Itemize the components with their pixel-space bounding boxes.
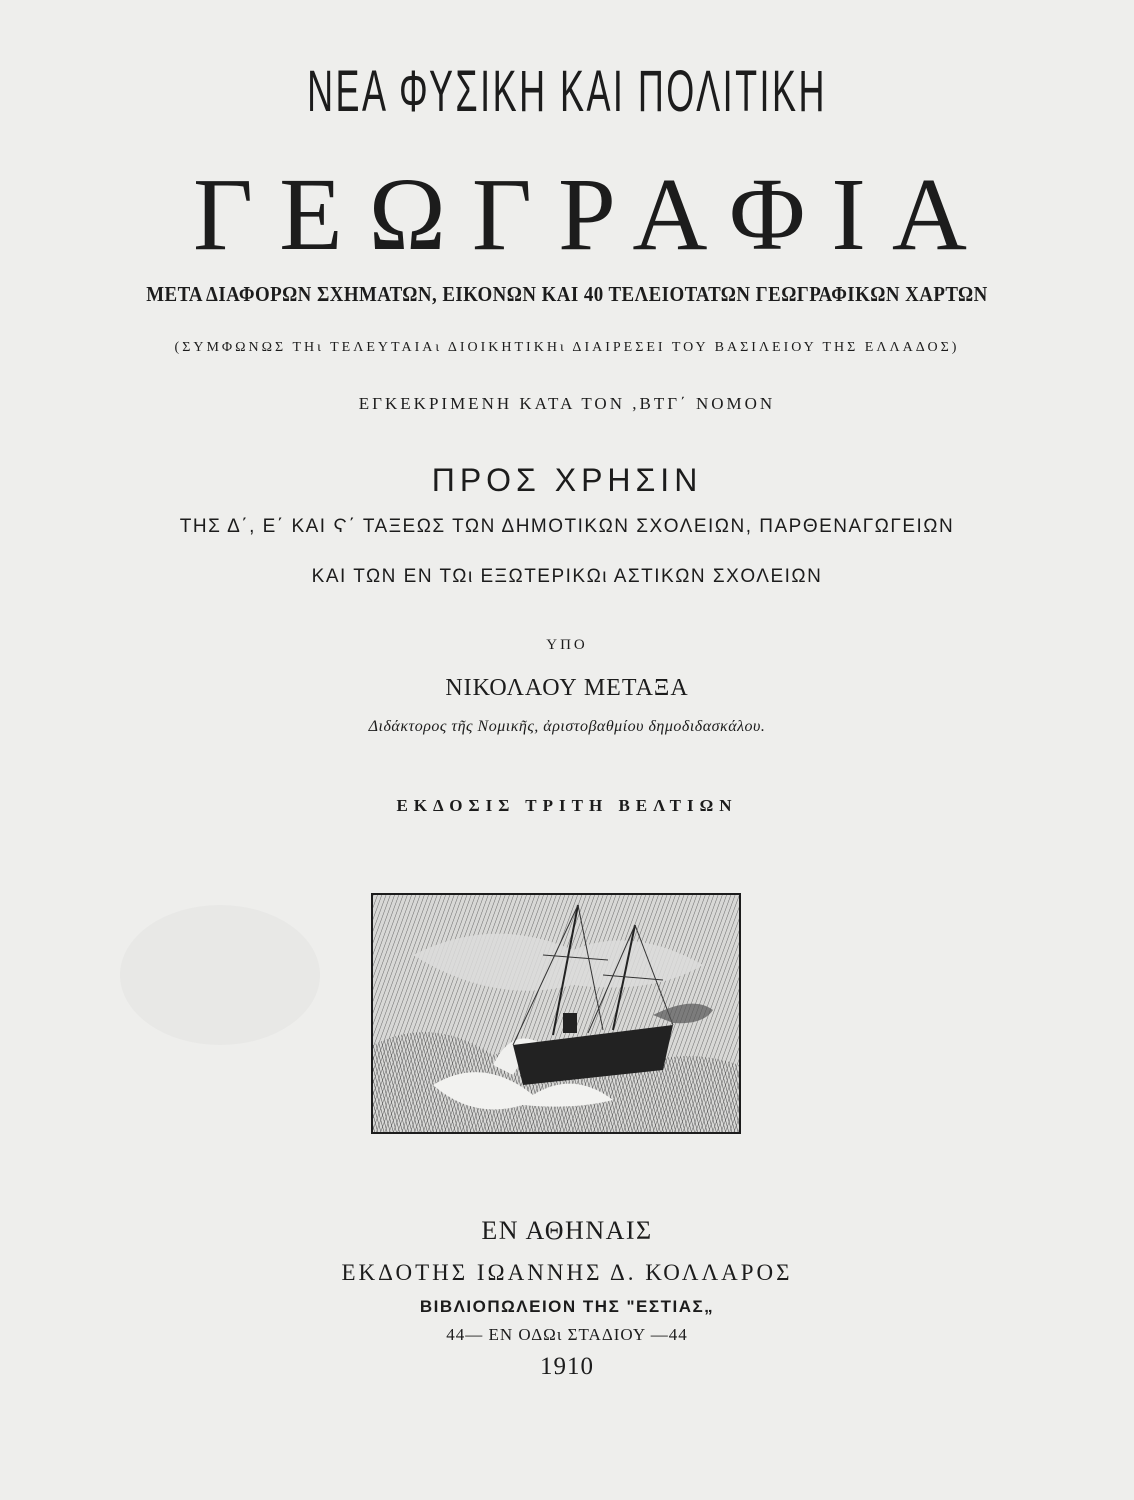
title-line-1: ΝΕΑ ΦΥΣΙΚΗ ΚΑΙ ΠΟΛΙΤΙΚΗ	[307, 59, 827, 124]
by-label: ΥΠΟ	[546, 637, 588, 653]
bookshop-name: ΒΙΒΛΙΟΠΩΛΕΙΟΝ ΤΗΣ "ΕΣΤΙΑΣ„	[419, 1297, 715, 1316]
ship-storm-illustration	[371, 893, 741, 1134]
publication-city: ΕΝ ΑΘΗΝΑΙΣ	[481, 1216, 653, 1245]
for-use-heading: ΠΡΟΣ ΧΡΗΣΙΝ	[431, 462, 703, 498]
edition-label: ΕΚΔΟΣΙΣ ΤΡΙΤΗ ΒΕΛΤΙΩΝ	[396, 796, 738, 815]
school-classes-line-1: ΤΗΣ Δ΄, Ε΄ ΚΑΙ Ϛ΄ ΤΑΞΕΩΣ ΤΩΝ ΔΗΜΟΤΙΚΩΝ ΣΧΟΛΕΙΩΝ, ΠΑΡΘΕΝΑΓΩΓΕΙΩΝ	[179, 516, 955, 537]
title-line-2: ΓΕΩΓΡΑΦΙΑ	[192, 157, 994, 272]
author-credentials: Διδάκτορος τῆς Νομικῆς, ἀριστοβαθμίου δημοδιδασκάλου.	[368, 718, 766, 735]
subtitle: ΜΕΤΑ ΔΙΑΦΟΡΩΝ ΣΧΗΜΑΤΩΝ, ΕΙΚΟΝΩΝ ΚΑΙ 40 ΤΕΛΕΙΟΤΑΤΩΝ ΓΕΩΓΡΑΦΙΚΩΝ ΧΑΡΤΩΝ	[146, 282, 988, 306]
approval-note: ΕΓΚΕΚΡΙΜΕΝΗ ΚΑΤΑ ΤΟΝ ,ΒΤΓ΄ ΝΟΜΟΝ	[358, 394, 776, 413]
publisher-address: 44— ΕΝ ΟΔΩι ΣΤΑΔΙΟΥ —44	[446, 1325, 688, 1344]
publication-year: 1910	[540, 1353, 594, 1380]
faded-library-stamp	[120, 905, 320, 1045]
school-classes-line-2: ΚΑΙ ΤΩΝ ΕΝ ΤΩι ΕΞΩΤΕΡΙΚΩι ΑΣΤΙΚΩΝ ΣΧΟΛΕΙΩΝ	[311, 566, 823, 587]
author-name: ΝΙΚΟΛΑΟΥ ΜΕΤΑΞΑ	[445, 675, 689, 701]
publisher-name: ΕΚΔΟΤΗΣ ΙΩΑΝΝΗΣ Δ. ΚΟΛΛΑΡΟΣ	[341, 1260, 793, 1285]
administrative-note: (ΣΥΜΦΩΝΩΣ ΤΗι ΤΕΛΕΥΤΑΙΑι ΔΙΟΙΚΗΤΙΚΗι ΔΙΑΙΡΕΣΕΙ ΤΟΥ ΒΑΣΙΛΕΙΟΥ ΤΗΣ ΕΛΛΑΔΟΣ)	[174, 340, 960, 355]
